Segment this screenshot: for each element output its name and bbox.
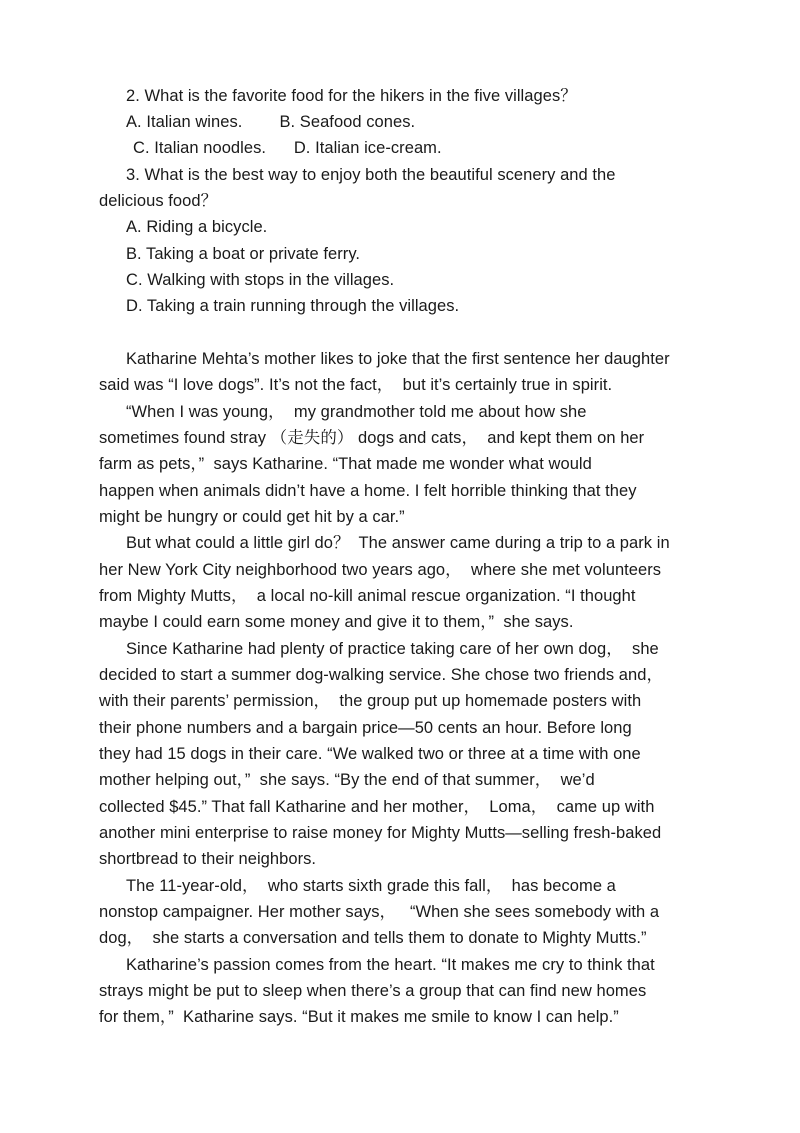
question-3-option-d: D. Taking a train running through the villages. [126, 297, 460, 315]
passage-line: Katharine Mehta’s mother likes to joke that the first sentence her daughter [126, 350, 670, 368]
passage-line: strays might be put to sleep when there’s a group that can find new homes [99, 982, 647, 1000]
passage-line: “When I was young， my grandmother told me about how she [126, 403, 587, 421]
passage-line: shortbread to their neighbors. [99, 850, 317, 868]
passage-line: decided to start a summer dog-walking service. She chose two friends and， [99, 666, 664, 684]
question-2: 2. What is the favorite food for the hikers in the five villages？ [126, 87, 577, 105]
passage-line: nonstop campaigner. Her mother says， “When she sees somebody with a [99, 903, 660, 921]
question-3: 3. What is the best way to enjoy both the beautiful scenery and the [126, 166, 616, 184]
question-3-option-c: C. Walking with stops in the villages. [126, 271, 395, 289]
question-3-option-b: B. Taking a boat or private ferry. [126, 245, 361, 263]
passage-line: mother helping out，” she says. “By the end of that summer， we’d [99, 771, 595, 789]
question-2-options-ab: A. Italian wines. B. Seafood cones. [126, 113, 416, 131]
passage-line: Since Katharine had plenty of practice taking care of her own dog， she [126, 640, 659, 658]
passage-line: maybe I could earn some money and give it to them，” she says. [99, 613, 574, 631]
passage-line: might be hungry or could get hit by a car.” [99, 508, 405, 526]
passage-line: for them，” Katharine says. “But it makes me smile to know I can help.” [99, 1008, 619, 1026]
passage-line: her New York City neighborhood two years ago， where she met volunteers [99, 561, 662, 579]
passage-line: sometimes found stray （走失的） dogs and cats， and kept them on her [99, 429, 645, 447]
question-2-options-cd: C. Italian noodles. D. Italian ice-cream. [133, 139, 442, 157]
passage-line: farm as pets，” says Katharine. “That made me wonder what would [99, 455, 592, 473]
passage-line: from Mighty Mutts， a local no-kill animal rescue organization. “I thought [99, 587, 636, 605]
passage-line: said was “I love dogs”. It’s not the fact， but it’s certainly true in spirit. [99, 376, 613, 394]
passage-line: collected $45.” That fall Katharine and her mother， Loma， came up with [99, 798, 655, 816]
passage-line: dog， she starts a conversation and tells them to donate to Mighty Mutts.” [99, 929, 647, 947]
passage-line: But what could a little girl do？ The answer came during a trip to a park in [126, 534, 670, 552]
question-3-option-a: A. Riding a bicycle. [126, 218, 268, 236]
passage-line: The 11-year-old， who starts sixth grade this fall， has become a [126, 877, 616, 895]
passage-line: happen when animals didn’t have a home. I felt horrible thinking that they [99, 482, 637, 500]
passage-line: with their parents’ permission， the group put up homemade posters with [99, 692, 642, 710]
passage-line: they had 15 dogs in their care. “We walked two or three at a time with one [99, 745, 641, 763]
passage-line: their phone numbers and a bargain price—50 cents an hour. Before long [99, 719, 632, 737]
question-3-continued: delicious food？ [99, 192, 218, 210]
passage-line: another mini enterprise to raise money for Mighty Mutts—selling fresh-baked [99, 824, 662, 842]
passage-line: Katharine’s passion comes from the heart. “It makes me cry to think that [126, 956, 655, 974]
